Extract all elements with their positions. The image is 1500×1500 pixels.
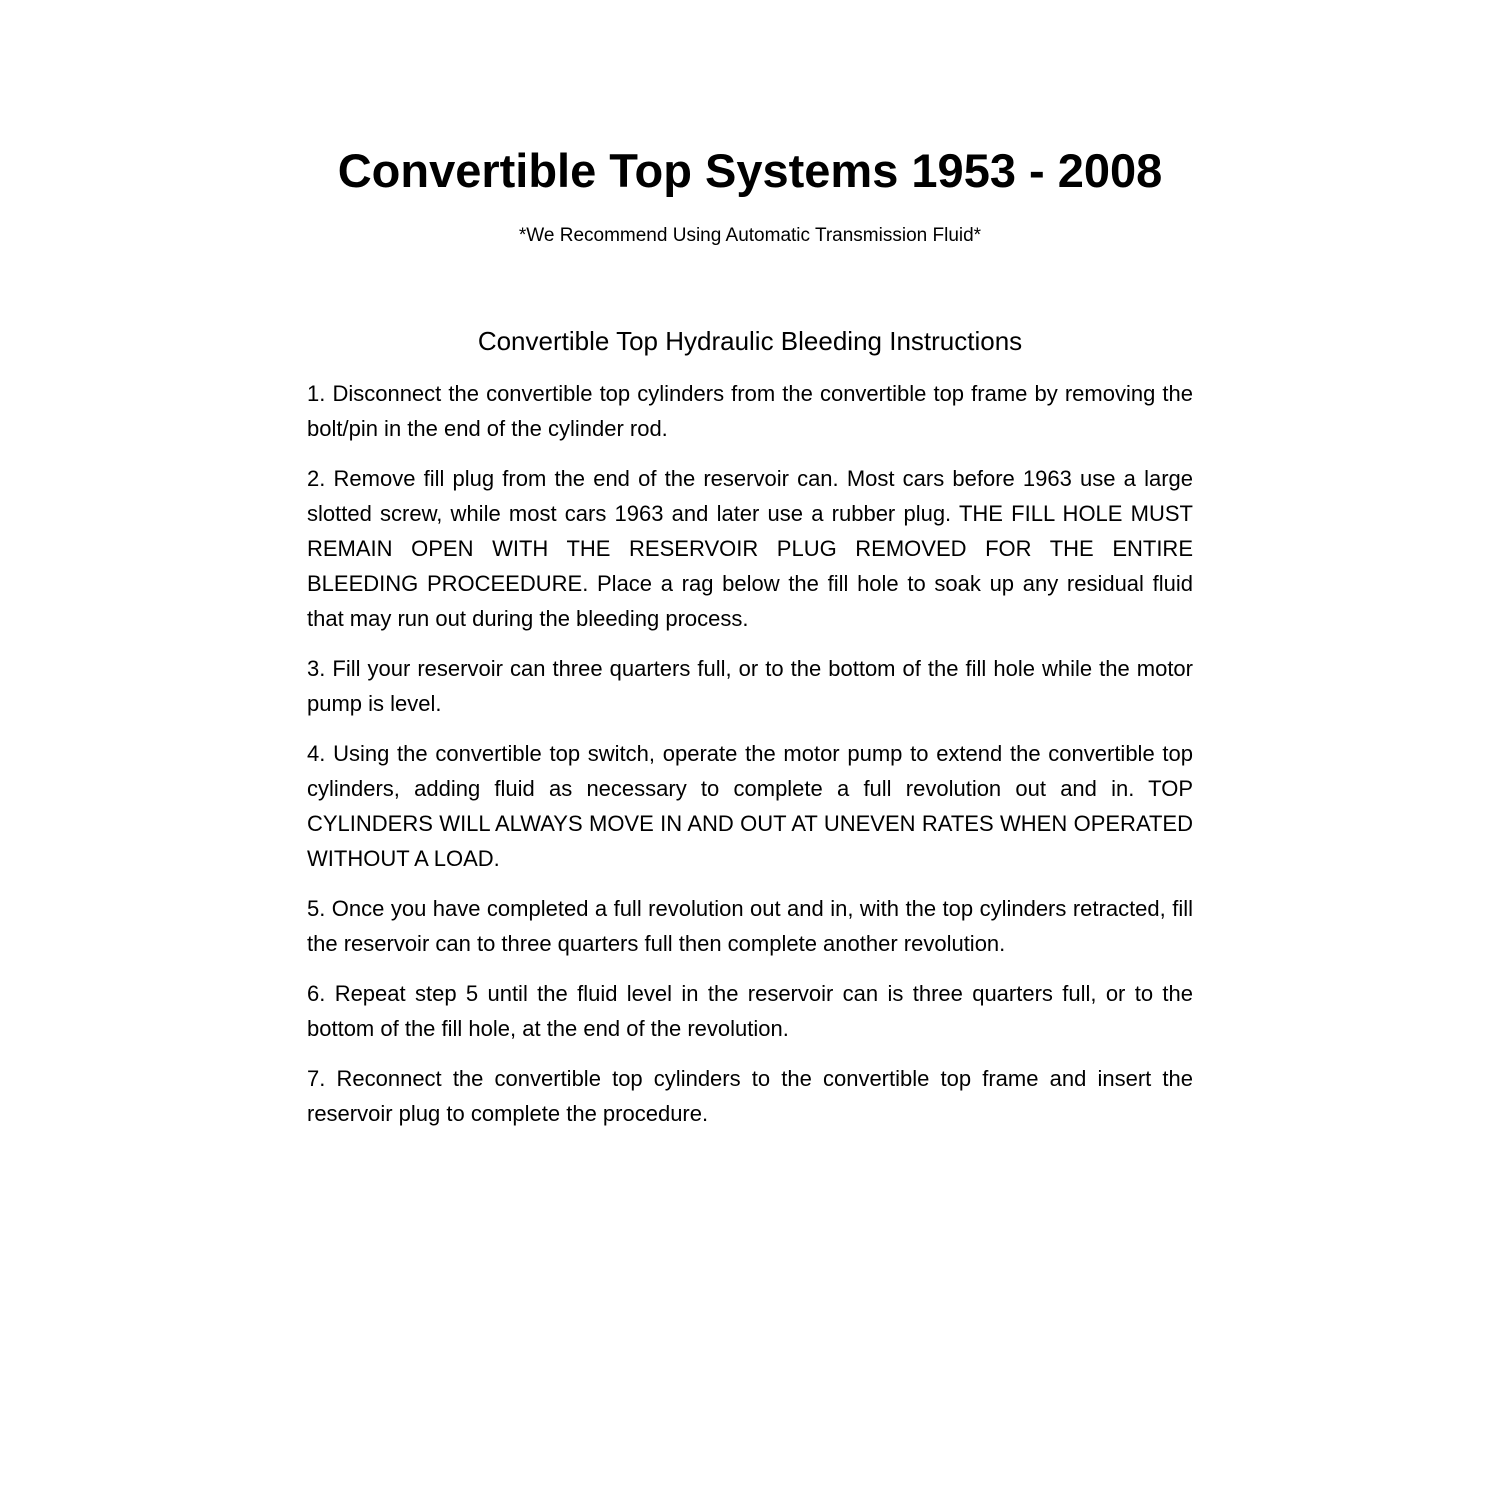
fluid-recommendation: *We Recommend Using Automatic Transmission Fluid* bbox=[518, 225, 982, 246]
instruction-step-1: 1. Disconnect the convertible top cylinders from the convertible top frame by removing the bolt/pin in the end of the cylinder rod. bbox=[307, 381, 1193, 441]
section-heading: Convertible Top Hydraulic Bleeding Instructions bbox=[477, 326, 1023, 356]
instruction-step-2: 2. Remove fill plug from the end of the reservoir can. Most cars before 1963 use a large slotted screw, while most cars 1963 and later use a rubber plug. THE FILL HOLE MUST REMAIN OPEN WITH THE RESERVOIR PLUG REMOVED FOR THE ENTIRE BLEEDING PROCEEDURE. Place a rag below the fill hole to soak up any residual fluid that may run out during the bleeding process. bbox=[307, 466, 1193, 631]
document-title: Convertible Top Systems 1953 - 2008 bbox=[337, 144, 1163, 197]
instruction-step-4: 4. Using the convertible top switch, operate the motor pump to extend the convertible top cylinders, adding fluid as necessary to complete a full revolution out and in. TOP CYLINDERS WILL ALWAYS MOVE IN AND OUT AT UNEVEN RATES WHEN OPERATED WITHOUT A LOAD. bbox=[307, 741, 1193, 871]
instruction-step-6: 6. Repeat step 5 until the fluid level in the reservoir can is three quarters full, or to the bottom of the fill hole, at the end of the revolution. bbox=[307, 981, 1193, 1041]
instruction-step-3: 3. Fill your reservoir can three quarters full, or to the bottom of the fill hole while the motor pump is level. bbox=[307, 656, 1193, 716]
instruction-step-5: 5. Once you have completed a full revolution out and in, with the top cylinders retracted, fill the reservoir can to three quarters full then complete another revolution. bbox=[307, 896, 1193, 956]
instruction-steps bbox=[307, 376, 1193, 1146]
instruction-step-7: 7. Reconnect the convertible top cylinders to the convertible top frame and insert the reservoir plug to complete the procedure. bbox=[307, 1066, 1193, 1126]
